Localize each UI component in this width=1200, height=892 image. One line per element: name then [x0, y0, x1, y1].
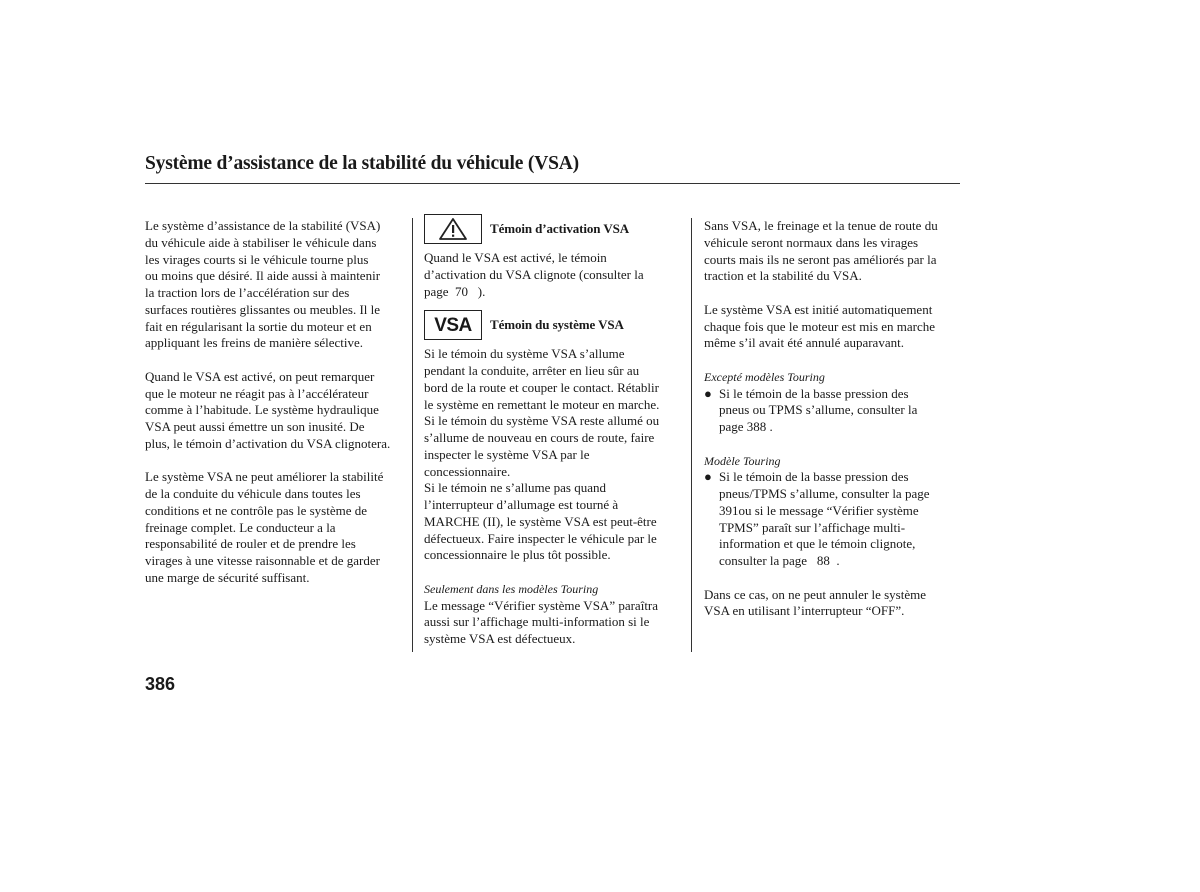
text-line: traction et la stabilité du VSA.	[704, 268, 862, 284]
system-indicator-text	[424, 346, 686, 564]
text-line: pendant la conduite, arrêter en lieu sûr au	[424, 363, 640, 378]
text-line: freinage complet. Le conducteur a la	[145, 519, 336, 535]
text-line: 391ou si le message “Vérifier système	[719, 502, 919, 518]
page-title: Système d’assistance de la stabilité du véhicule (VSA)	[145, 153, 579, 174]
text-line: Le système d’assistance de la stabilité (VSA)	[145, 218, 381, 233]
text-line: Si le témoin de la basse pression des	[719, 469, 909, 485]
column-left	[145, 218, 405, 587]
text-line: du véhicule aide à stabiliser le véhicule dans	[145, 234, 377, 250]
system-indicator-heading	[424, 308, 686, 342]
text-line: MARCHE (II), le système VSA est peut-être	[424, 513, 657, 529]
text-line: le système en remettant le moteur en marche.	[424, 396, 660, 412]
warning-triangle-icon	[424, 214, 482, 244]
except-touring-text	[719, 386, 917, 436]
text-line: Si le témoin ne s’allume pas quand	[424, 480, 606, 496]
text-line: concessionnaire le plus tôt possible.	[424, 547, 611, 563]
text-line: même s’il avait été annulé auparavant.	[704, 335, 904, 351]
text-line: VSA peut aussi émettre un son inusité. De	[145, 419, 365, 434]
text-line: plus, le témoin d’activation du VSA clignotera.	[145, 435, 391, 451]
text-line: fait en régularisant la sortie du moteur et en	[145, 318, 372, 334]
text-line: page 388 .	[719, 419, 773, 434]
text-line: Si le témoin du système VSA s’allume	[424, 346, 625, 362]
column-right	[704, 218, 960, 620]
activation-indicator-title: Témoin d’activation VSA	[490, 220, 630, 236]
without-vsa-paragraph	[704, 218, 960, 285]
text-line: Si le témoin de la basse pression des	[719, 385, 909, 401]
list-item	[704, 469, 960, 570]
page-number: 386	[145, 674, 176, 694]
text-line: consulter la page 88 .	[719, 553, 840, 568]
auto-init-paragraph	[704, 302, 960, 352]
text-line: chaque fois que le moteur est mis en marche	[704, 318, 936, 334]
touring-only-label: Seulement dans les modèles Touring	[424, 581, 599, 596]
text-line: surfaces routières glissantes ou meubles. Il le	[145, 301, 381, 317]
text-line: Le système VSA ne peut améliorer la stabilité	[145, 469, 384, 485]
text-line: comme à l’habitude. Le système hydraulique	[145, 402, 379, 418]
text-line: l’interrupteur d’allumage est tourné à	[424, 497, 619, 512]
text-line: s’allume de nouveau en cours de route, faire	[424, 430, 655, 445]
text-line: courts mais ils ne seront pas améliorés par la	[704, 251, 937, 267]
text-line: bord de la route et couper le contact. Rétablir	[424, 379, 659, 395]
text-line: ou moins que désiré. Il aide aussi à maintenir	[145, 268, 381, 284]
text-line: Le message “Vérifier système VSA” paraîtra	[424, 597, 659, 613]
text-line: concessionnaire.	[424, 463, 511, 479]
touring-label: Modèle Touring	[704, 453, 781, 468]
text-line: de la conduite du véhicule dans toutes les	[145, 486, 361, 501]
text-line: Si le témoin du système VSA reste allumé ou	[424, 413, 660, 429]
limitation-paragraph	[145, 469, 405, 586]
text-line: inspecter le système VSA par le	[424, 446, 590, 462]
text-line: la traction lors de l’accélération sur des	[145, 285, 350, 300]
text-line: pneus ou TPMS s’allume, consulter la	[719, 402, 918, 418]
text-line: VSA en utilisant l’interrupteur “OFF”.	[704, 603, 905, 619]
touring-only-text	[424, 598, 686, 648]
text-line: conditions et ne contrôle pas le système de	[145, 502, 368, 518]
text-line: pneus/TPMS s’allume, consulter la page	[719, 486, 930, 501]
text-line: appliquant les freins de manière sélective.	[145, 335, 364, 351]
text-line: Dans ce cas, on ne peut annuler le système	[704, 586, 927, 602]
bullet-icon: ●	[704, 385, 712, 401]
column-divider	[412, 218, 413, 652]
activation-effect-paragraph	[145, 369, 405, 453]
text-line: système VSA est défectueux.	[424, 631, 576, 646]
text-line: aussi sur l’affichage multi-information si le	[424, 614, 650, 630]
touring-text	[719, 469, 930, 570]
title-rule	[145, 183, 960, 184]
text-line: responsabilité de rouler et de prendre les	[145, 536, 356, 552]
text-line: virages à une vitesse raisonnable et de garder	[145, 553, 380, 568]
text-line: les virages courts si le véhicule tourne plus	[145, 251, 369, 267]
text-line: véhicule seront normaux dans les virages	[704, 234, 919, 250]
except-touring-label: Excepté modèles Touring	[704, 369, 825, 384]
text-line: que le moteur ne réagit pas à l’accélérateur	[145, 385, 369, 401]
bullet-icon: ●	[704, 469, 712, 485]
text-line: défectueux. Faire inspecter le véhicule par le	[424, 530, 657, 546]
text-line: une marge de sécurité suffisant.	[145, 569, 310, 585]
text-line: Sans VSA, le freinage et la tenue de route du	[704, 218, 938, 233]
column-divider-2	[691, 218, 692, 652]
text-line: information et que le témoin clignote,	[719, 536, 916, 552]
text-line: page 70 ).	[424, 283, 486, 299]
activation-indicator-heading	[424, 212, 686, 246]
text-line: Le système VSA est initié automatiquement	[704, 301, 933, 317]
text-line: Quand le VSA est activé, on peut remarquer	[145, 368, 375, 384]
cannot-cancel-paragraph	[704, 587, 960, 621]
vsa-indicator-label: VSA	[434, 314, 472, 336]
system-indicator-title: Témoin du système VSA	[490, 316, 624, 332]
vsa-indicator-icon	[424, 310, 482, 340]
activation-indicator-text	[424, 250, 686, 300]
intro-paragraph	[145, 218, 405, 352]
list-item	[704, 386, 960, 436]
text-line: Quand le VSA est activé, le témoin	[424, 250, 607, 265]
text-line: d’activation du VSA clignote (consulter la	[424, 266, 644, 282]
text-line: TPMS” paraît sur l’affichage multi-	[719, 519, 906, 535]
column-middle	[424, 218, 686, 648]
